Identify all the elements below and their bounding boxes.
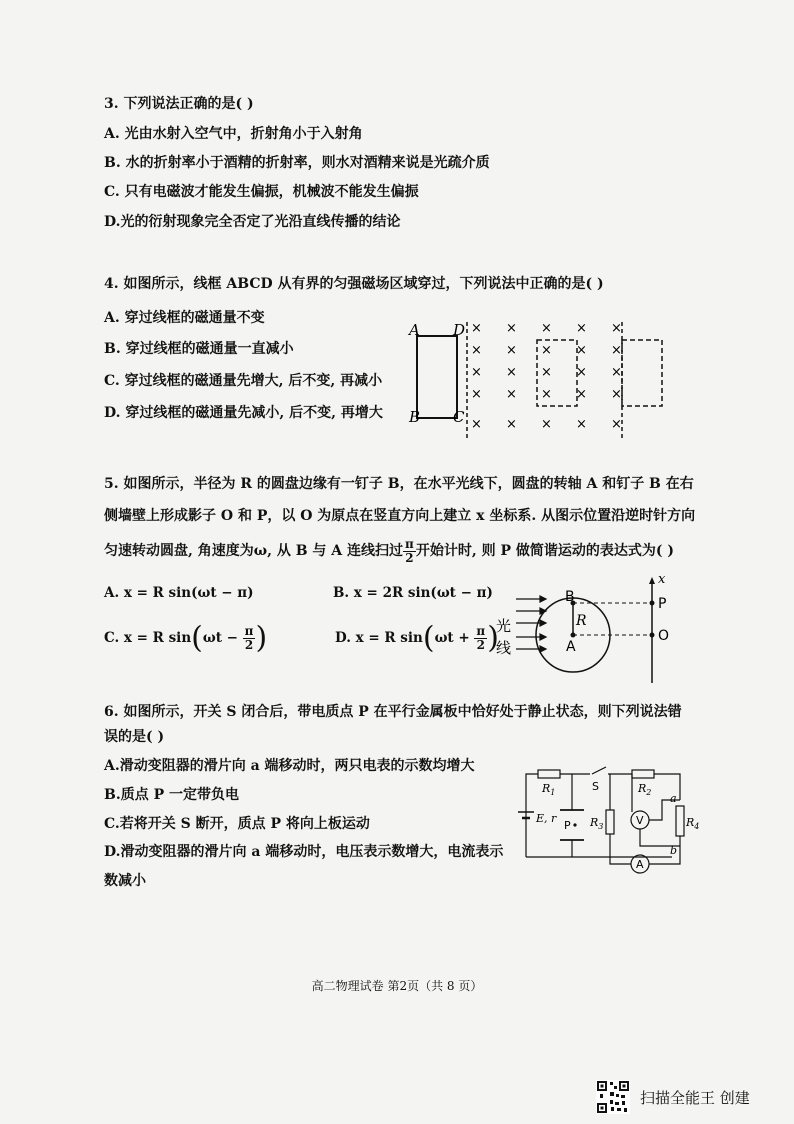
field-cross: × <box>471 343 482 358</box>
q5-stem-fraction <box>403 538 416 565</box>
q6-option-d-line1: D.滑动变阻器的滑片向 a 端移动时，电压表示数增大，电流表示 <box>104 844 504 860</box>
q5-option-d-inner: ωt + <box>434 630 470 646</box>
label-x: x <box>658 572 666 587</box>
field-cross: × <box>611 417 622 432</box>
label-b: B <box>409 408 421 426</box>
x-axis-arrow <box>649 577 655 584</box>
q5-stem-line1: 5. 如图所示，半径为 R 的圆盘边缘有一钉子 B，在水平光线下，圆盘的转轴 A 和钉子 B 在右 <box>104 476 694 492</box>
q4-option-b: B. 穿过线框的磁通量一直减小 <box>104 341 294 357</box>
q5-option-c-frac-den: 2 <box>244 638 254 652</box>
switch-s <box>592 767 606 774</box>
label-s: S <box>592 780 599 793</box>
q4-option-d: D. 穿过线框的磁通量先减小, 后不变, 再增大 <box>104 405 383 421</box>
label-o: O <box>658 628 670 644</box>
field-cross: × <box>611 365 622 380</box>
field-cross: × <box>506 417 517 432</box>
label-a: A <box>409 321 420 339</box>
field-cross: × <box>611 387 622 402</box>
q5-option-c-fraction <box>243 625 256 652</box>
wire-frame <box>417 336 457 418</box>
resistor-r4-rheostat <box>676 806 684 836</box>
q6-stem-line1: 6. 如图所示，开关 S 闭合后，带电质点 P 在平行金属板中恰好处于静止状态，则下列说法错 <box>104 704 682 720</box>
q4-option-a: A. 穿过线框的磁通量不变 <box>104 310 265 326</box>
label-a-end: a <box>670 792 677 805</box>
q3-option-d: D.光的衍射现象完全否定了光沿直线传播的结论 <box>104 214 401 230</box>
field-cross: × <box>576 321 587 336</box>
q5-stem-line3-pre: 匀速转动圆盘, 角速度为ω, 从 B 与 A 连线扫过 <box>104 543 404 559</box>
field-cross: × <box>541 387 552 402</box>
q5-stem-line3 <box>104 535 674 567</box>
field-cross: × <box>541 417 552 432</box>
field-cross: × <box>471 365 482 380</box>
label-p: P <box>658 596 667 612</box>
resistor-r1 <box>538 770 560 778</box>
q6-option-a: A.滑动变阻器的滑片向 a 端移动时，两只电表的示数均增大 <box>104 758 475 774</box>
resistor-r3 <box>606 810 614 834</box>
q6-stem-line2: 误的是( ) <box>104 729 165 745</box>
field-cross: × <box>471 321 482 336</box>
field-cross: × <box>541 321 552 336</box>
q6-option-d-line2: 数减小 <box>104 873 146 889</box>
scanner-brand-text: 扫描全能王 创建 <box>640 1089 750 1107</box>
q3-stem: 3. 下列说法正确的是( ) <box>104 96 254 112</box>
label-emf: E, r <box>536 812 557 825</box>
field-cross: × <box>576 343 587 358</box>
label-r1: $R_1$ <box>542 782 556 797</box>
particle-p-dot <box>573 823 576 826</box>
q4-magnetic-field-figure <box>405 318 675 440</box>
field-cross: × <box>611 343 622 358</box>
q5-disk-shadow-figure <box>490 572 680 685</box>
label-v: V <box>636 814 644 827</box>
label-r: R <box>576 613 587 629</box>
field-cross: × <box>576 365 587 380</box>
light-arrows <box>516 596 546 652</box>
label-p: P <box>564 819 571 832</box>
label-b: B <box>565 589 575 605</box>
q3-option-b: B. 水的折射率小于酒精的折射率，则水对酒精来说是光疏介质 <box>104 155 490 171</box>
label-r3: $R_3$ <box>590 816 604 831</box>
q5-option-d-frac-num: π <box>476 624 486 638</box>
shadow-o-dot <box>650 633 655 638</box>
label-r4: $R_4$ <box>686 816 700 831</box>
q6-option-b: B.质点 P 一定带负电 <box>104 787 239 803</box>
field-cross: × <box>576 387 587 402</box>
page-footer: 高二物理试卷 第2页（共 8 页） <box>311 979 483 993</box>
q5-option-c-inner: ωt − <box>202 630 238 646</box>
q4-stem: 4. 如图所示，线框 ABCD 从有界的匀强磁场区域穿过，下列说法中正确的是( ) <box>104 276 604 292</box>
light-label-2: 线 <box>496 639 512 657</box>
light-label-1: 光 <box>496 617 512 635</box>
field-cross: × <box>576 417 587 432</box>
shadow-p-dot <box>650 601 655 606</box>
field-cross: × <box>611 321 622 336</box>
field-cross: × <box>506 343 517 358</box>
q3-option-a: A. 光由水射入空气中，折射角小于入射角 <box>104 126 363 142</box>
field-cross: × <box>471 387 482 402</box>
q6-option-c: C.若将开关 S 断开，质点 P 将向上板运动 <box>104 816 370 832</box>
q3-option-c: C. 只有电磁波才能发生偏振，机械波不能发生偏振 <box>104 184 419 200</box>
label-d: D <box>453 321 466 339</box>
field-cross: × <box>541 365 552 380</box>
q5-option-c: C. x = R sin(ωt − $\frac{\pi}{2}$ ) <box>104 620 268 656</box>
q5-option-d: D. x = R sin(ωt + $\frac{\pi}{2}$ ) <box>335 620 499 656</box>
q5-stem-frac-num: π <box>405 536 414 551</box>
q5-stem-frac-den: 2 <box>405 550 414 565</box>
label-r2: $R_2$ <box>638 782 652 797</box>
field-cross: × <box>506 365 517 380</box>
q4-option-c: C. 穿过线框的磁通量先增大, 后不变, 再减小 <box>104 373 383 389</box>
q6-circuit-figure <box>512 762 700 880</box>
q5-stem-line3-post: 开始计时, 则 P 做简谐运动的表达式为( ) <box>415 543 674 559</box>
q5-option-a: A. x = R sin(ωt − π) <box>104 585 254 601</box>
label-c: C <box>453 408 465 426</box>
field-cross: × <box>471 417 482 432</box>
q5-option-b: B. x = 2R sin(ωt − π) <box>333 585 493 601</box>
field-cross: × <box>541 343 552 358</box>
q5-option-d-frac-den: 2 <box>476 638 485 652</box>
magnetic-field-crosses <box>471 321 622 432</box>
label-ammeter: A <box>636 858 644 871</box>
label-a: A <box>566 639 576 655</box>
q5-stem-line2: 侧墙壁上形成影子 O 和 P，以 O 为原点在竖直方向上建立 x 坐标系. 从图示位置沿逆时针方向 <box>104 508 696 524</box>
frame-leaving-field <box>622 340 662 406</box>
field-cross: × <box>506 387 517 402</box>
field-cross: × <box>506 321 517 336</box>
q5-option-c-pre: C. x = R sin <box>104 630 192 646</box>
qr-code-icon <box>596 1080 630 1114</box>
q5-option-d-fraction <box>474 625 487 652</box>
q5-option-c-frac-num: π <box>244 624 254 638</box>
label-b-end: b <box>670 844 678 857</box>
q5-option-d-pre: D. x = R sin <box>335 630 423 646</box>
resistor-r2 <box>632 770 654 778</box>
